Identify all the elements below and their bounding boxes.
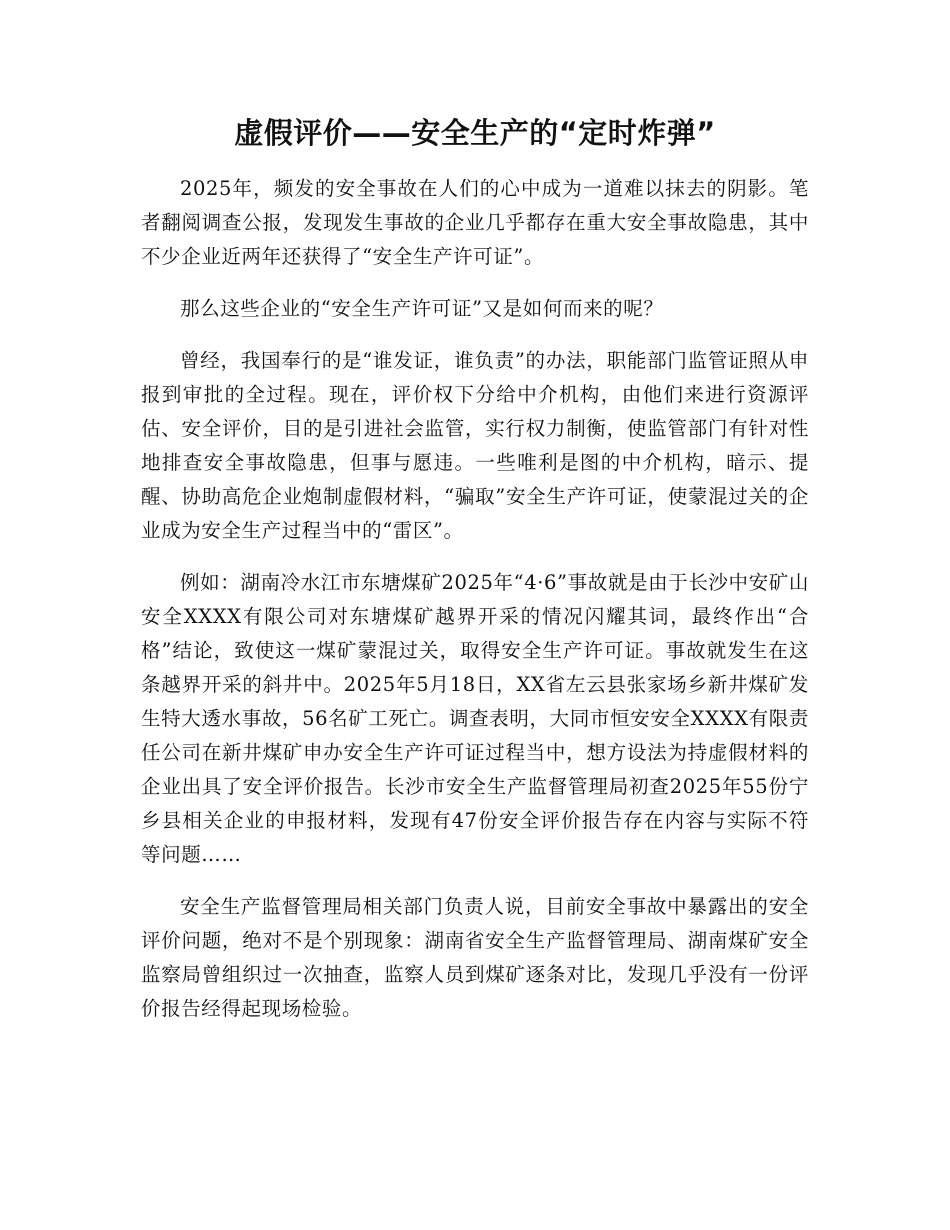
document-title: 虚假评价——安全生产的“定时炸弹” [234,116,716,150]
paragraph-2: 那么这些企业的“安全生产许可证”又是如何而来的呢？ [180,297,664,320]
paragraph-1: 2025年，频发的安全事故在人们的心中成为一道难以抹去的阴影。笔者翻阅调查公报，发现发生事故的企业几乎都存在重大安全事故隐患，其中不少企业近两年还获得了“安全生产许可证”。 [141,177,809,268]
paragraph-3: 曾经，我国奉行的是“谁发证，谁负责”的办法，职能部门监管证照从申报到审批的全过程。现在，评价权下分给中介机构，由他们来进行资源评估、安全评价，目的是引进社会监管，实行权力制衡，使监管部门有针对性地排查安全事故隐患，但事与愿违。一些唯利是图的中介机构，暗示、提醒、协助高危企业炮制虚假材料，“骗取”安全生产许可证，使蒙混过关的企业成为安全生产过程当中的“雷区”。 [141,349,809,542]
paragraph-4: 例如：湖南冷水江市东塘煤矿2025年“4·6”事故就是由于长沙中安矿山安全XXXX有限公司对东塘煤矿越界开采的情况闪耀其词，最终作出“合格”结论，致使这一煤矿蒙混过关，取得安全生产许可证。事故就发生在这条越界开采的斜井中。2025年5月18日，XX省左云县张家场乡新井煤矿发生特大透水事故，56名矿工死亡。调查表明，大同市恒安安全XXXX有限责任公司在新井煤矿申办安全生产许可证过程当中，想方设法为持虚假材料的企业出具了安全评价报告。长沙市安全生产监督管理局初查2025年55份宁乡县相关企业的申报材料，发现有47份安全评价报告存在内容与实际不符等问题…… [141,571,809,866]
paragraph-5: 安全生产监督管理局相关部门负责人说，目前安全事故中暴露出的安全评价问题，绝对不是个别现象：湖南省安全生产监督管理局、湖南煤矿安全监察局曾组织过一次抽查，监察人员到煤矿逐条对比，发现几乎没有一份评价报告经得起现场检验。 [141,895,809,1020]
document-page [141,112,809,1044]
